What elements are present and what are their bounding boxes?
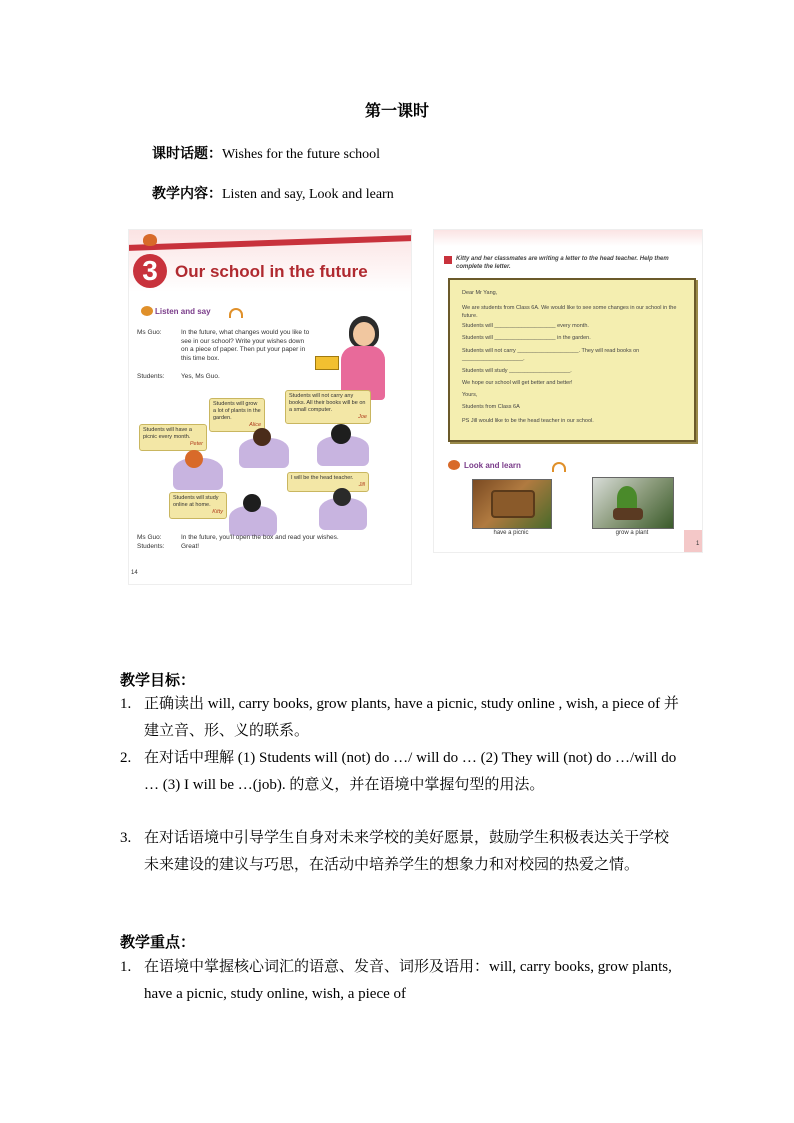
student-kitty-head <box>243 494 261 512</box>
key-points-heading: 教学重点： <box>120 933 196 951</box>
letter-line-4: Students will ____________________ in the garden. <box>462 335 591 341</box>
goal-item-3 <box>120 825 680 879</box>
key-point-num-1: 1. <box>120 959 132 975</box>
goal-text-1: 正确读出 will, carry books, grow plants, have a picnic, study online , wish, a piece of 并建立音、形、义的联系。 <box>144 696 679 739</box>
goal-item-1 <box>120 691 680 745</box>
letter-line-7: We hope our school will get better and better! <box>462 380 573 386</box>
goal-num-1: 1. <box>120 696 132 712</box>
letter-line-6: Students will study ____________________. <box>462 368 572 374</box>
bubble-joe: Students will not carry any books. All their books will be on a small computer. Joe <box>285 390 371 424</box>
letter-instruction: Kitty and her classmates are writing a letter to the head teacher. Help them complete the letter. <box>456 256 669 270</box>
topic-line <box>152 143 380 163</box>
top-band <box>434 230 702 246</box>
mascot-icon <box>143 234 157 246</box>
goals-heading: 教学目标： <box>120 671 196 689</box>
speaker-4: Students: <box>137 543 165 550</box>
bee-icon <box>141 306 153 316</box>
caption-picnic: have a picnic <box>493 530 529 536</box>
line-2: Yes, Ms Guo. <box>181 373 220 380</box>
student-peter-head <box>185 450 203 468</box>
page-number-right: 1 <box>696 541 700 547</box>
content-label: 教学内容： <box>152 186 222 202</box>
speaker-3: Ms Guo: <box>137 534 162 541</box>
student-jill-head <box>333 488 351 506</box>
letter-line-5: Students will not carry ____________________. They will read books on ____________________. <box>462 348 640 362</box>
letter-line-10: PS Jill would like to be the head teacher in our school. <box>462 418 594 424</box>
plant-icon <box>617 486 637 510</box>
line-3: In the future, you'll open the box and read your wishes. <box>181 534 339 541</box>
time-box <box>315 356 339 370</box>
bubble-alice: Students will grow a lot of plants in the garden. Alice <box>209 398 265 432</box>
content-value: Listen and say, Look and learn <box>222 187 394 202</box>
bee-icon <box>448 460 460 470</box>
line-1: In the future, what changes would you like to see in our school? Write your wishes down on a piece of paper. Then put your paper in this time box. <box>181 329 310 362</box>
page-title: 第一课时 <box>364 101 429 120</box>
caption-plant: grow a plant <box>615 530 649 536</box>
bubble-jill: I will be the head teacher. Jill <box>287 472 369 492</box>
content-line <box>152 183 394 203</box>
bubble-peter: Students will have a picnic every month. Peter <box>139 424 207 451</box>
headphones-icon <box>552 462 566 472</box>
bubble-kitty: Students will study online at home. Kitty <box>169 492 227 519</box>
goal-text-2: 在对话中理解 (1) Students will (not) do …/ will do … (2) They will (not) do …/will do … (3) I will be …(job). 的意义，并在语境中掌握句型的用法。 <box>144 750 677 793</box>
topic-value: Wishes for the future school <box>222 147 381 162</box>
key-point-text-1: 在语境中掌握核心词汇的语意、发音、词形及语用：will, carry books, grow plants, have a picnic, study online, wish, a piece of <box>144 959 672 1002</box>
textbook-page-right <box>433 229 703 553</box>
picnic-photo <box>472 479 552 529</box>
plant-photo <box>592 477 674 529</box>
textbook-page-left <box>128 229 412 585</box>
letter-line-8: Yours, <box>462 392 478 398</box>
goal-item-2 <box>120 745 680 799</box>
section-listen-say: Listen and say <box>155 307 211 316</box>
student-alice-head <box>253 428 271 446</box>
page-number-left: 14 <box>131 570 138 576</box>
speaker-1: Ms Guo: <box>137 329 162 336</box>
letter-line-9: Students from Class 6A <box>462 404 520 410</box>
letter-line-2: We are students from Class 6A. We would like to see some changes in our school in the future. <box>462 305 677 319</box>
letter-box <box>448 278 696 442</box>
headphones-icon <box>229 308 243 318</box>
picnic-basket-icon <box>491 490 535 518</box>
unit-number: 3 <box>133 254 167 288</box>
unit-title: Our school in the future <box>175 262 368 281</box>
key-point-item-1 <box>120 954 680 1008</box>
teacher-face <box>353 322 375 346</box>
goal-num-2: 2. <box>120 750 132 766</box>
goal-num-3: 3. <box>120 830 132 846</box>
soil-pot <box>613 508 643 520</box>
letter-line-1: Dear Mr Yang, <box>462 290 498 296</box>
speaker-2: Students: <box>137 373 165 380</box>
letter-line-3: Students will ____________________ every month. <box>462 323 589 329</box>
line-4: Great! <box>181 543 200 550</box>
goal-text-3: 在对话语境中引导学生自身对未来学校的美好愿景，鼓励学生积极表达关于学校未来建设的建议与巧思，在活动中培养学生的想象力和对校园的热爱之情。 <box>144 830 670 873</box>
pencil-icon <box>444 256 452 264</box>
topic-label: 课时话题： <box>152 146 222 162</box>
section-look-learn: Look and learn <box>464 461 521 470</box>
student-joe-head <box>331 424 351 444</box>
